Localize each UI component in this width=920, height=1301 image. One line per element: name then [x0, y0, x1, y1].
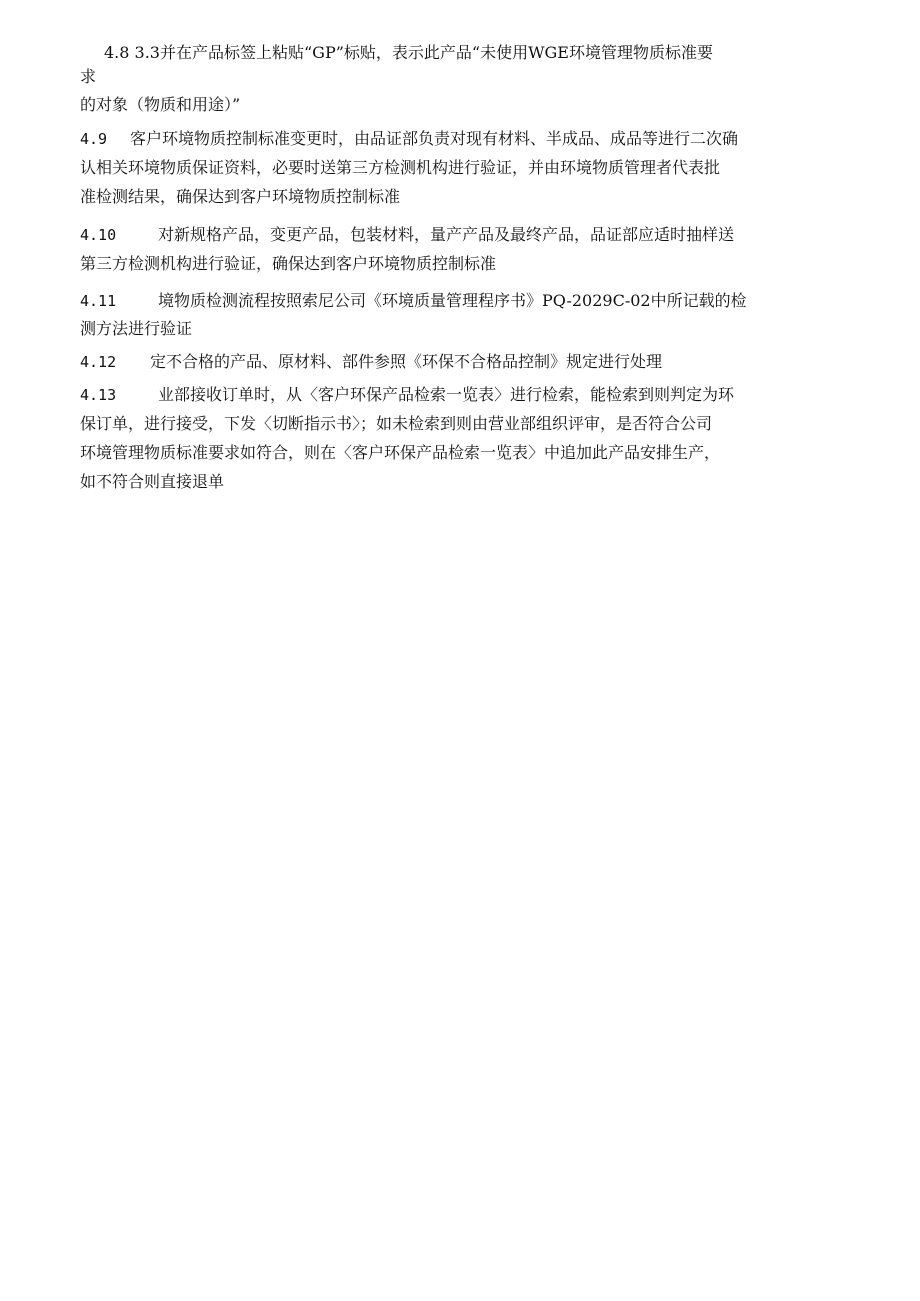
- paragraph-number: 4.12: [80, 353, 117, 371]
- paragraph-4-8-line-1: 4.8 3.3并在产品标签上粘贴“GP”标贴，表示此产品“未使用WGE环境管理物质标准要: [104, 43, 713, 62]
- paragraph-4-13-line-2: 保订单，进行接受，下发〈切断指示书〉；如未检索到则由营业部组织评审，是否符合公司: [80, 414, 713, 433]
- paragraph-4-9-line-2: 认相关环境物质保证资料，必要时送第三方检测机构进行验证，并由环境物质管理者代表批: [80, 158, 721, 177]
- paragraph-number: 4.9: [80, 130, 108, 148]
- paragraph-4-13-line-1: [80, 384, 830, 406]
- paragraph-number: 4.13: [80, 386, 117, 404]
- paragraph-4-9-line-3: 准检测结果，确保达到客户环境物质控制标准: [80, 187, 401, 206]
- paragraph-text: 客户环境物质控制标准变更时，由品证部负责对现有材料、半成品、成品等进行二次确: [130, 129, 739, 148]
- paragraph-text: 境物质检测流程按照索尼公司《环境质量管理程序书》PQ-2029C-02中所记载的检: [158, 291, 747, 310]
- paragraph-text: 对新规格产品，变更产品，包装材料，量产产品及最终产品，品证部应适时抽样送: [158, 225, 735, 244]
- paragraph-text: 业部接收订单时，从〈客户环保产品检索一览表〉进行检索，能检索到则判定为环: [158, 385, 735, 404]
- paragraph-4-8-line-3: 的对象（物质和用途）”: [80, 95, 241, 114]
- paragraph-4-13-line-3: 环境管理物质标准要求如符合，则在〈客户环保产品检索一览表〉中追加此产品安排生产，: [80, 443, 721, 462]
- paragraph-4-9-line-1: [80, 128, 830, 150]
- paragraph-text: 定不合格的产品、原材料、部件参照《环保不合格品控制》规定进行处理: [150, 352, 663, 371]
- paragraph-4-11-line-1: [80, 290, 830, 312]
- paragraph-number: 4.10: [80, 226, 117, 244]
- paragraph-4-10-line-1: [80, 224, 830, 246]
- paragraph-4-8-line-2: 求: [80, 67, 97, 86]
- paragraph-4-13-line-4: 如不符合则直接退单: [80, 472, 225, 491]
- paragraph-4-10-line-2: 第三方检测机构进行验证，确保达到客户环境物质控制标准: [80, 254, 497, 273]
- paragraph-4-11-line-2: 测方法进行验证: [80, 319, 193, 338]
- paragraph-number: 4.11: [80, 292, 117, 310]
- paragraph-4-12-line-1: [80, 351, 830, 373]
